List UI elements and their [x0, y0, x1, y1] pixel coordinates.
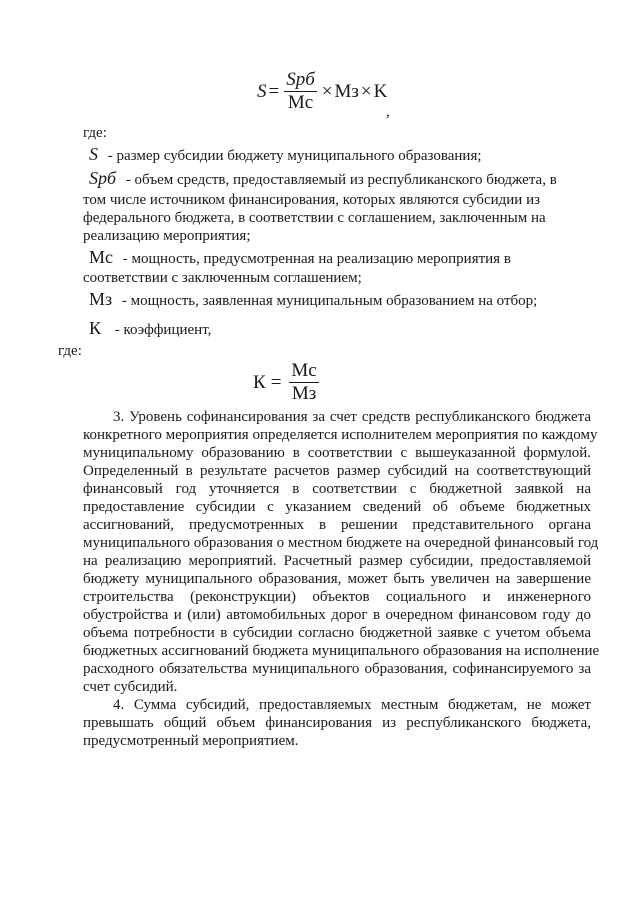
- def-mz: [89, 291, 537, 310]
- para3-line: муниципальному образованию в соответствии с вышеуказанной формулой.: [83, 445, 591, 461]
- para3-line: Определенный в результате расчетов размер субсидий на соответствующий: [83, 463, 591, 479]
- para3-line: строительства (реконструкции) объектов социального и инженерного: [83, 589, 591, 605]
- def-k: [89, 320, 211, 339]
- para4-line: превышать общий объем финансирования из республиканского бюджета,: [83, 715, 591, 731]
- def-s-text: - размер субсидии бюджету муниципального образования;: [107, 148, 482, 164]
- def-mc-symbol: Мс: [89, 247, 113, 267]
- formula-k: K: [373, 80, 388, 102]
- def-spb-symbol: Spб: [89, 168, 117, 188]
- formula-mz: Мз: [334, 80, 359, 102]
- para4-line: 4. Сумма субсидий, предоставляемых местным бюджетам, не может: [113, 697, 591, 713]
- para3-line: расходного обязательства муниципального образования, софинансируемого за: [83, 661, 591, 677]
- para4-line: предусмотренный мероприятием.: [83, 733, 299, 749]
- def-spb-line-3: федерального бюджета, в соответствии с соглашением, заключенным на: [83, 210, 546, 226]
- formula-numerator: Spб: [286, 69, 315, 90]
- para3-line: счет субсидий.: [83, 679, 178, 695]
- def-mc-line-1: - мощность, предусмотренная на реализацию мероприятия в: [122, 251, 511, 267]
- def-mz-text: - мощность, заявленная муниципальным образованием на отбор;: [121, 293, 538, 309]
- where-label-2: где:: [58, 343, 82, 359]
- formula-equals: =: [268, 80, 280, 102]
- formula-denominator: Мс: [287, 92, 314, 113]
- para3-line: конкретного мероприятия определяется исполнителем мероприятия по каждому: [83, 427, 598, 443]
- kformula-numerator: Мс: [291, 360, 317, 381]
- para3-line: предоставление субсидии с указанием сведений об объеме бюджетных: [83, 499, 591, 515]
- kformula-equals: =: [270, 371, 282, 393]
- def-s: [89, 146, 482, 165]
- def-mc-first: [89, 249, 511, 268]
- para3-line: бюджету муниципального образования, может быть увеличен на завершение: [83, 571, 591, 587]
- kformula-denominator: Мз: [291, 383, 317, 404]
- formula-times-1: ×: [321, 80, 333, 102]
- formula-fraction: [284, 70, 317, 113]
- kformula-fraction: [289, 361, 318, 404]
- para3-line: ассигнований, предусмотренных в решении представительного органа: [83, 517, 591, 533]
- def-spb-line-1: - объем средств, предоставляемый из республиканского бюджета, в: [125, 172, 557, 188]
- para3-line: муниципального образования о местном бюджете на очередной финансовый год: [83, 535, 599, 551]
- where-label-1: где:: [83, 125, 107, 141]
- def-k-symbol: К: [89, 318, 102, 338]
- def-spb-line-2: том числе источником финансирования, которых являются субсидии из: [83, 192, 541, 208]
- def-mz-symbol: Мз: [89, 289, 113, 309]
- def-k-text: - коэффициент,: [114, 322, 212, 338]
- subsidy-formula: [257, 70, 387, 113]
- formula-times-2: ×: [360, 80, 372, 102]
- para3-line: обустройства и (или) автомобильных дорог в очередном финансовом году до: [83, 607, 591, 623]
- coefficient-formula: [253, 361, 322, 404]
- para3-line: финансовый год уточняется в соответствии с бюджетной заявкой на: [83, 481, 591, 497]
- para3-line: бюджетных ассигнований бюджета муниципального образования на исполнение: [83, 643, 600, 659]
- formula-trailing-comma: ,: [386, 104, 390, 120]
- kformula-k: К: [253, 371, 266, 393]
- def-s-symbol: S: [89, 144, 98, 164]
- para3-line: на реализацию мероприятий. Расчетный размер субсидии, предоставляемой: [83, 553, 591, 569]
- para3-line: 3. Уровень софинансирования за счет средств республиканского бюджета: [113, 409, 591, 425]
- para3-line: объема потребности в субсидии согласно бюджетной заявке с учетом объема: [83, 625, 591, 641]
- def-mc-line-2: соответствии с заключенным соглашением;: [83, 270, 362, 286]
- formula-s: S: [257, 80, 267, 102]
- def-spb-first: [89, 170, 557, 189]
- def-spb-line-4: реализацию мероприятия;: [83, 228, 251, 244]
